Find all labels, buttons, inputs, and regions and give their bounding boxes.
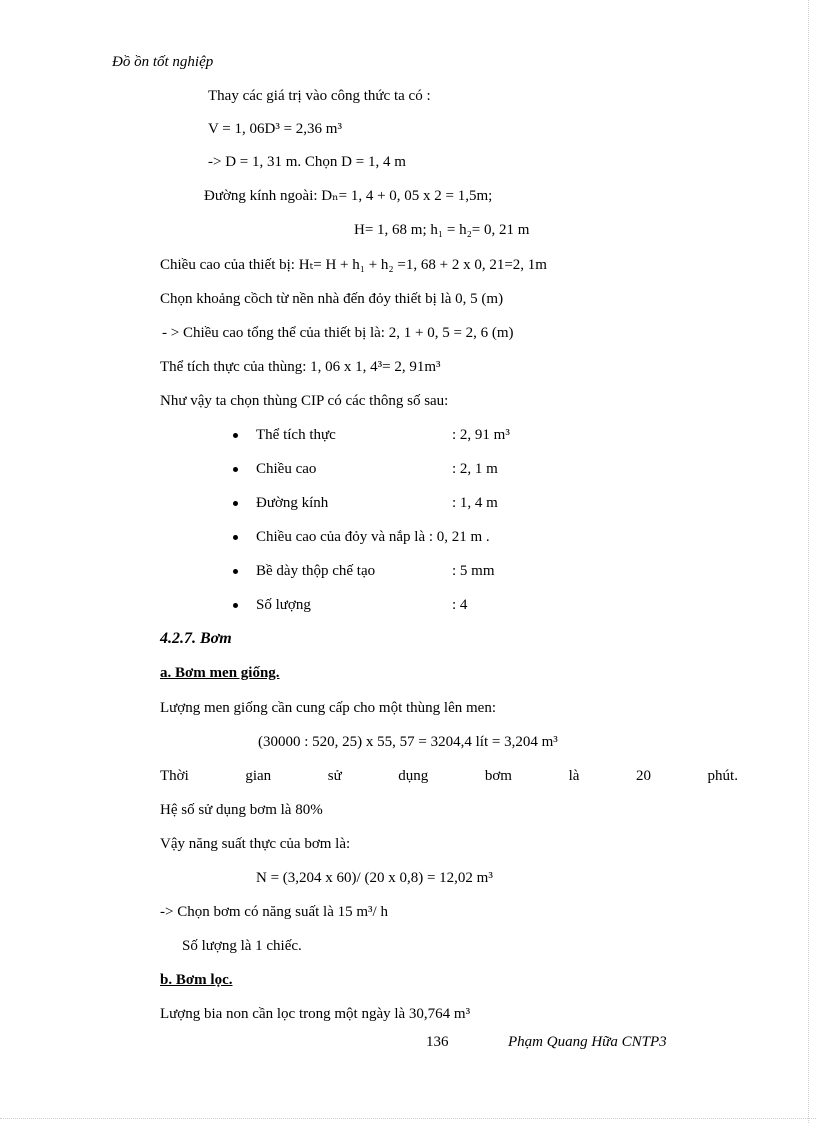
formula-line: (30000 : 520, 25) x 55, 57 = 3204,4 lít = 3,204 m³ — [258, 734, 558, 750]
text-line: -> D = 1, 31 m. Chọn D = 1, 4 m — [208, 154, 406, 170]
page-header: Đồ ồn tốt nghiệp — [112, 54, 214, 70]
bullet-icon — [233, 569, 238, 574]
bullet-icon — [233, 433, 238, 438]
word: phút. — [707, 768, 738, 784]
word: 20 — [635, 768, 651, 784]
word: sử — [327, 768, 342, 784]
footer-author: Phạm Quang Hữa CNTP3 — [508, 1034, 667, 1050]
text-line: Thay các giá trị vào công thức ta có : — [208, 88, 431, 104]
text-line: Vậy năng suất thực của bơm là: — [160, 836, 351, 852]
spec-label: Chiều cao của đỏy và nắp là : 0, 21 m . — [256, 529, 490, 545]
spec-label: Số lượng — [256, 597, 311, 613]
word: là — [568, 768, 580, 784]
word: bơm — [484, 768, 512, 784]
subsection-heading: a. Bơm men giống. — [160, 665, 280, 681]
text-line: Lượng men giống cần cung cấp cho một thùng lên men: — [160, 700, 496, 716]
spec-label: Bề dày thộp chế tạo — [256, 563, 376, 579]
justified-line — [160, 767, 738, 785]
bullet-icon — [233, 603, 238, 608]
text-line: Đường kính ngoài: Dₙ= 1, 4 + 0, 05 x 2 = 1,5m; — [204, 188, 493, 204]
right-dotted-border — [808, 0, 809, 1123]
bottom-dotted-border — [0, 1118, 816, 1119]
text-line: Chiều cao của thiết bị: Hₜ= H + h₁ + h₂ =1, 68 + 2 x 0, 21=2, 1m — [160, 257, 547, 273]
spec-value: : 1, 4 m — [452, 495, 498, 511]
bullet-icon — [233, 467, 238, 472]
section-heading: 4.2.7. Bơm — [160, 630, 232, 647]
spec-label: Thể tích thực — [256, 427, 336, 443]
spec-label: Chiều cao — [256, 461, 317, 477]
text-line: -> Chọn bơm có năng suất là 15 m³/ h — [160, 904, 388, 920]
subsection-heading: b. Bơm lọc. — [160, 972, 233, 988]
text-line: V = 1, 06D³ = 2,36 m³ — [208, 121, 342, 137]
spec-value: : 5 mm — [452, 563, 495, 579]
word: dụng — [398, 768, 429, 784]
text-line: H= 1, 68 m; h₁ = h₂= 0, 21 m — [354, 222, 530, 238]
text-line: - > Chiều cao tổng thể của thiết bị là: 2, 1 + 0, 5 = 2, 6 (m) — [162, 325, 514, 341]
text-line: Hệ số sử dụng bơm là 80% — [160, 802, 323, 818]
text-line: Thể tích thực của thùng: 1, 06 x 1, 4³= 2, 91m³ — [160, 359, 441, 375]
bullet-icon — [233, 535, 238, 540]
text-line: Lượng bia non cần lọc trong một ngày là 30,764 m³ — [160, 1006, 471, 1022]
text-line: Chọn khoảng cồch từ nền nhà đến đỏy thiết bị là 0, 5 (m) — [160, 291, 504, 307]
text-line: Như vậy ta chọn thùng CIP có các thông số sau: — [160, 393, 449, 409]
formula-line: N = (3,204 x 60)/ (20 x 0,8) = 12,02 m³ — [256, 870, 493, 886]
spec-label: Đường kính — [256, 495, 329, 511]
word: gian — [245, 768, 272, 784]
spec-value: : 4 — [452, 597, 468, 613]
word: Thời — [160, 768, 189, 784]
page-number: 136 — [426, 1034, 449, 1050]
text-line: Số lượng là 1 chiếc. — [182, 938, 302, 954]
bullet-icon — [233, 501, 238, 506]
spec-value: : 2, 91 m³ — [452, 427, 510, 443]
spec-value: : 2, 1 m — [452, 461, 498, 477]
